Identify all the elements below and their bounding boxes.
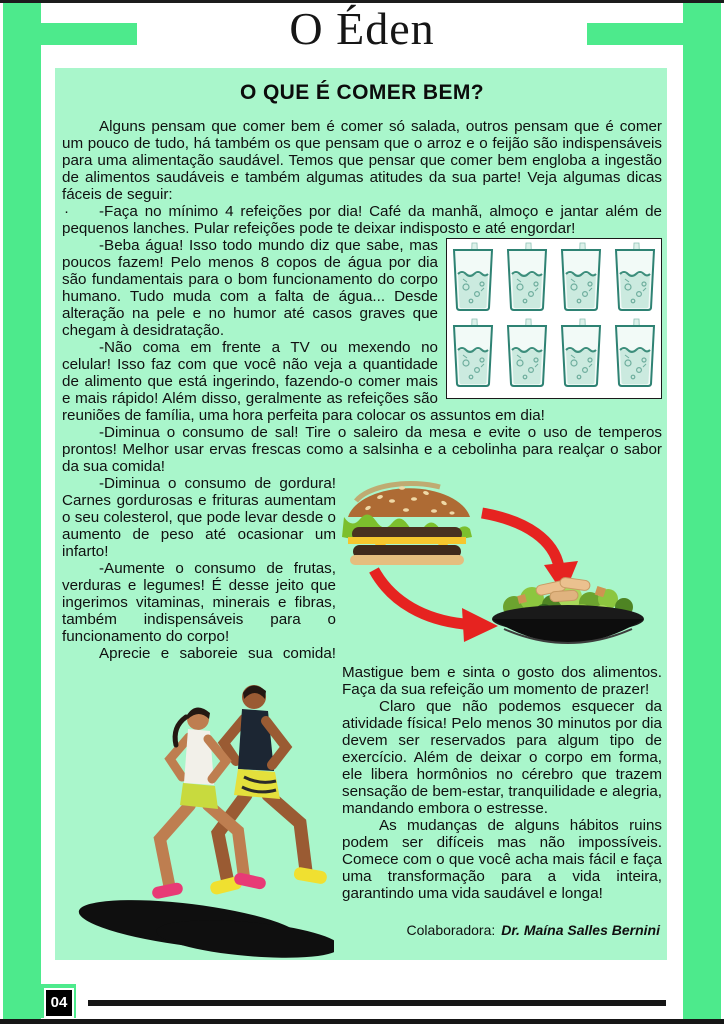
left-green-strip [3, 3, 41, 1019]
paragraph-meals [62, 203, 662, 237]
runners-image [62, 667, 334, 975]
salad-bowl-image [492, 577, 644, 643]
paragraph-habits: As mudanças de alguns hábitos ruins podem ser difíceis mas não impossíveis. Comece com o que você acha mais fácil e faça uma transformação para a vida inteira, garantindo uma vida saudável e longa! [342, 817, 662, 902]
paragraph-water: -Beba água! Isso todo mundo diz que sabe, mas poucos fazem! Pelo menos 8 copos de água por dia são fundamentais para o bom funcionamento do corpo humano. Tudo muda com a falta de água... Desde alteração na pele e no humor até casos graves que chegam à desidratação. [62, 237, 438, 339]
article-title: O QUE É COMER BEM? [239, 81, 485, 104]
paragraph-meals-text: -Faça no mínimo 4 refeições por dia! Café da manhã, almoço e jantar além de pequenos lanches. Pular refeições pode te deixar indisposto e até engordar! [62, 203, 662, 237]
burger-salad-figure [340, 475, 662, 664]
runner-man [209, 685, 328, 896]
page-number: 04 [44, 988, 74, 1018]
credit-name: Dr. Maína Salles Bernini [501, 922, 660, 938]
paragraph-tv: -Não coma em frente a TV ou mexendo no celular! Isso faz com que você não veja a quantidade de alimento que está ingerindo, fazendo-o comer mais e mais rápido! Além disso, geralmente as refeições são reuniões de família, uma hora perfeita para colocar os assuntos em dia! [62, 339, 545, 424]
page-bottom-border [0, 1019, 724, 1024]
paragraph-exercise: Claro que não podemos esquecer da atividade física! Pelo menos 30 minutos por dia devem ser reservados para algum tipo de exercício. Além de deixar o corpo em forma, ele libera hormônios no cérebro que trazem sensação de bem-estar, tranquilidade e alegria, mandando embora o estresse. [342, 698, 662, 817]
right-green-strip [683, 3, 721, 1019]
paragraph-fat: -Diminua o consumo de gordura! Carnes gordurosas e frituras aumentam o seu colesterol, que pode levar desde o aumento de peso até ocasionar um infarto! [62, 475, 336, 560]
article-body [62, 118, 662, 975]
water-glasses-image [446, 238, 662, 399]
masthead-title: O Éden [289, 3, 435, 54]
article-content-box [55, 68, 667, 960]
paragraph-salt: -Diminua o consumo de sal! Tire o saleiro da mesa e evite o uso de temperos prontos! Melhor usar ervas frescas como a salsinha e a cebolinha para realçar o sabor da sua comida! [62, 424, 662, 475]
paragraph-enjoy: Aprecie e saboreie sua comida! Mastigue bem e sinta o gosto dos alimentos. Faça da sua refeição um momento de prazer! [99, 645, 662, 698]
footer-rule [88, 1000, 666, 1006]
runners-shadow [76, 891, 334, 964]
hamburger-image [342, 483, 472, 565]
curved-arrow-icon-bottom [374, 570, 498, 642]
water-glasses-graphic [449, 241, 659, 394]
bullet-marker: · [64, 203, 70, 220]
credit-label: Colaboradora: [406, 922, 496, 938]
paragraph-fruits: -Aumente o consumo de frutas, verduras e legumes! É desse jeito que ingerimos vitaminas, minerais e fibras, também indispensáveis para o funcionamento do corpo! [62, 560, 336, 645]
paragraph-intro: Alguns pensam que comer bem é comer só salada, outros pensam que é comer um pouco de tudo, há também os que pensam que o arroz e o feijão são indispensáveis para uma alimentação saudável. Temos que pensar que comer bem engloba a ingestão de alimentos saudáveis e também algumas atitudes da sua parte! Veja algumas dicas fáceis de seguir: [62, 118, 662, 203]
